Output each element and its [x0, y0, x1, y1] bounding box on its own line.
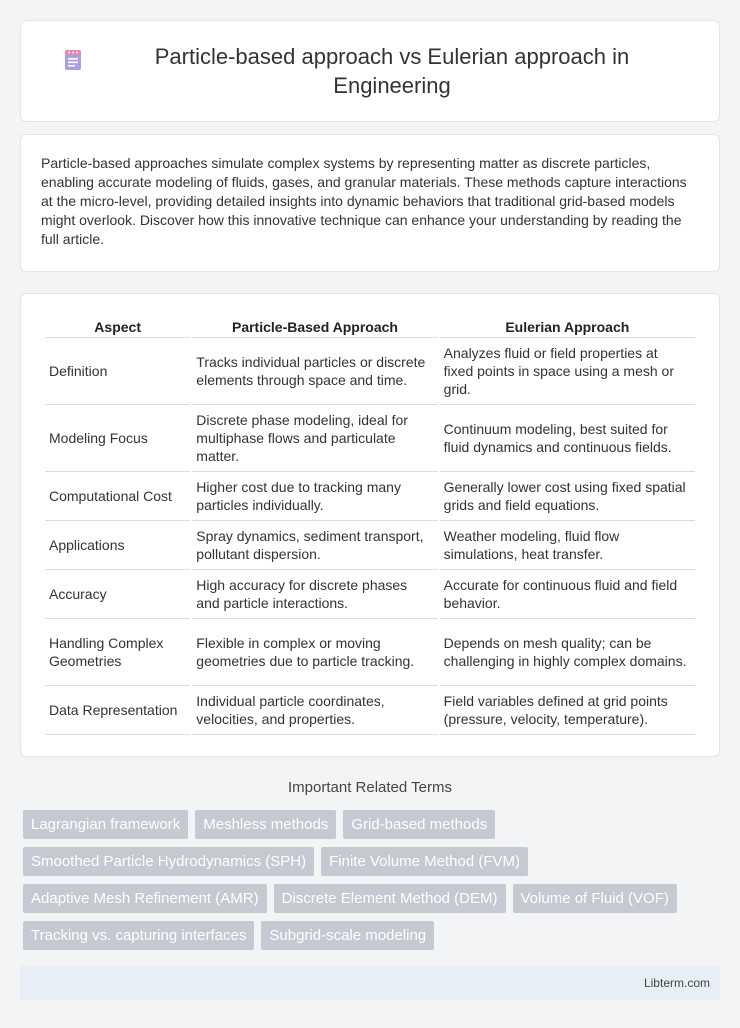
tag-sph[interactable]: Smoothed Particle Hydrodynamics (SPH): [23, 847, 314, 876]
comparison-card: [20, 293, 720, 757]
cell-particle: Tracks individual particles or discrete elements through space and time.: [192, 338, 437, 405]
tag-lagrangian-framework[interactable]: Lagrangian framework: [23, 810, 188, 839]
cell-particle: Individual particle coordinates, velocities, and properties.: [192, 686, 437, 735]
cell-particle: Spray dynamics, sediment transport, pollutant dispersion.: [192, 521, 437, 570]
title-wrap: [61, 42, 679, 100]
cell-eulerian: Depends on mesh quality; can be challenging in highly complex domains.: [440, 619, 695, 686]
footer-brand[interactable]: Libterm.com: [643, 976, 710, 990]
related-terms-title: Important Related Terms: [288, 779, 452, 796]
cell-aspect: Data Representation: [45, 686, 190, 735]
header-card: [20, 20, 720, 122]
table-row: [45, 405, 695, 472]
related-terms-section: [20, 779, 720, 950]
cell-particle: High accuracy for discrete phases and particle interactions.: [192, 570, 437, 619]
cell-eulerian: Weather modeling, fluid flow simulations, heat transfer.: [440, 521, 695, 570]
table-row: [45, 570, 695, 619]
related-tags: [20, 810, 720, 950]
page-title: Particle-based approach vs Eulerian approach in Engineering: [154, 44, 630, 98]
tag-tracking-vs-capturing[interactable]: Tracking vs. capturing interfaces: [23, 921, 254, 950]
tag-meshless-methods[interactable]: Meshless methods: [195, 810, 336, 839]
cell-particle: Higher cost due to tracking many particles individually.: [192, 472, 437, 521]
cell-eulerian: Analyzes fluid or field properties at fixed points in space using a mesh or grid.: [440, 338, 695, 405]
cell-particle: Flexible in complex or moving geometries due to particle tracking.: [192, 619, 437, 686]
footer: [20, 966, 720, 1000]
tag-dem[interactable]: Discrete Element Method (DEM): [274, 884, 506, 913]
cell-aspect: Accuracy: [45, 570, 190, 619]
table-row: [45, 686, 695, 735]
tag-amr[interactable]: Adaptive Mesh Refinement (AMR): [23, 884, 267, 913]
cell-eulerian: Field variables defined at grid points (pressure, velocity, temperature).: [440, 686, 695, 735]
intro-text: Particle-based approaches simulate complex systems by representing matter as discrete particles, enabling accurate modeling of fluids, gases, and granular materials. These methods capture interactions at the micro-level, providing detailed insights into dynamic behaviors that traditional grid-based models might overlook. Discover how this innovative technique can enhance your understanding by reading the full article.: [41, 155, 687, 247]
header-eulerian: Eulerian Approach: [440, 316, 695, 338]
table-row: [45, 338, 695, 405]
tag-subgrid-scale-modeling[interactable]: Subgrid-scale modeling: [261, 921, 434, 950]
tag-grid-based-methods[interactable]: Grid-based methods: [343, 810, 495, 839]
cell-aspect: Handling Complex Geometries: [45, 619, 190, 686]
cell-particle: Discrete phase modeling, ideal for multiphase flows and particulate matter.: [192, 405, 437, 472]
table-row: [45, 472, 695, 521]
table-row: [45, 521, 695, 570]
cell-eulerian: Accurate for continuous fluid and field behavior.: [440, 570, 695, 619]
cell-eulerian: Continuum modeling, best suited for fluid dynamics and continuous fields.: [440, 405, 695, 472]
table-row: [45, 619, 695, 686]
intro-card: [20, 134, 720, 272]
cell-aspect: Applications: [45, 521, 190, 570]
header-aspect: Aspect: [45, 316, 190, 338]
cell-aspect: Modeling Focus: [45, 405, 190, 472]
notebook-icon: [61, 48, 85, 72]
table-header-row: [45, 316, 695, 338]
cell-aspect: Definition: [45, 338, 190, 405]
comparison-table: [43, 316, 697, 735]
tag-vof[interactable]: Volume of Fluid (VOF): [513, 884, 677, 913]
cell-aspect: Computational Cost: [45, 472, 190, 521]
header-particle: Particle-Based Approach: [192, 316, 437, 338]
cell-eulerian: Generally lower cost using fixed spatial grids and field equations.: [440, 472, 695, 521]
tag-fvm[interactable]: Finite Volume Method (FVM): [321, 847, 528, 876]
